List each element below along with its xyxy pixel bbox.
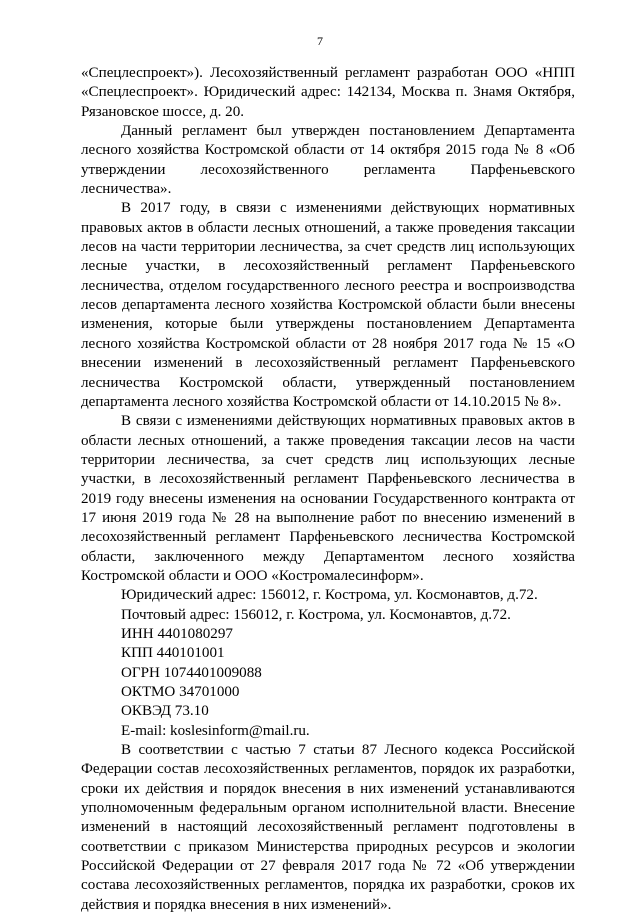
document-body xyxy=(81,64,575,915)
requisite-postal-address: Почтовый адрес: 156012, г. Кострома, ул. Космонавтов, д.72. xyxy=(121,606,511,623)
paragraph-2017-changes: В 2017 году, в связи с изменениями действующих нормативных правовых актов в области лесных отношений, а также проведения таксации лесов на части территории лесничества, за счет средств лиц использующих лесные участки, в лесохозяйственный регламент Парфеньевского лесничества, отделом государственного лесного реестра и воспроизводства лесов департамента лесного хозяйства Костромской области были внесены изменения, которые были утверждены постановлением Департамента лесного хозяйства Костромской области от 28 ноября 2017 года № 15 «О внесении изменений в лесохозяйственный регламент Парфеньевского лесничества Костромской области, утвержденный постановлением департамента лесного хозяйства Костромской области от 14.10.2015 № 8». xyxy=(81,200,575,410)
requisite-email: E-mail: koslesinform@mail.ru. xyxy=(121,722,310,739)
paragraph-approval: Данный регламент был утвержден постановлением Департамента лесного хозяйства Костромской области от 14 октября 2015 года № 8 «Об утверждении лесохозяйственного регламента Парфеньевского лесничества». xyxy=(81,123,575,198)
page-number: 7 xyxy=(317,34,323,48)
requisite-ogrn: ОГРН 1074401009088 xyxy=(121,664,262,681)
requisite-kpp: КПП 440101001 xyxy=(121,645,225,662)
requisite-legal-address: Юридический адрес: 156012, г. Кострома, ул. Космонавтов, д.72. xyxy=(121,587,538,604)
requisite-oktmo: ОКТМО 34701000 xyxy=(121,684,240,700)
paragraph-continuation: «Спецлеспроект»). Лесохозяйственный регламент разработан ООО «НПП «Спецлеспроект». Юридический адрес: 142134, Москва п. Знамя Октября, Рязановское шоссе, д. 20. xyxy=(81,65,575,120)
requisites-block xyxy=(81,586,575,741)
requisite-inn: ИНН 4401080297 xyxy=(121,625,233,642)
paragraph-2019-changes: В связи с изменениями действующих нормативных правовых актов в области лесных отношений, а также проведения таксации лесов на части территории лесничества, за счет средств лиц использующих лесные участки, в лесохозяйственный регламент Парфеньевского лесничества в 2019 году внесены изменения на основании Государственного контракта от 17 июня 2019 года № 28 на выполнение работ по внесению изменений в лесохозяйственный регламент Парфеньевского лесничества Костромской области, заключенного между Департаментом лесного хозяйства Костромской области и ООО «Костромалесинформ». xyxy=(81,413,575,584)
requisite-okved: ОКВЭД 73.10 xyxy=(121,703,209,720)
paragraph-legal-basis: В соответствии с частью 7 статьи 87 Лесного кодекса Российской Федерации состав лесохозяйственных регламентов, порядок их разработки, сроки их действия и порядок внесения в них изменений устанавливаются уполномоченным федеральным органом исполнительной власти. Внесение изменений в настоящий лесохозяйственный регламент подготовлены в соответствии с приказом Министерства природных ресурсов и экологии Российской Федерации от 27 февраля 2017 года № 72 «Об утверждении состава лесохозяйственных регламентов, порядка их разработки, сроков их действия и порядка внесения в них изменений». xyxy=(81,742,575,913)
